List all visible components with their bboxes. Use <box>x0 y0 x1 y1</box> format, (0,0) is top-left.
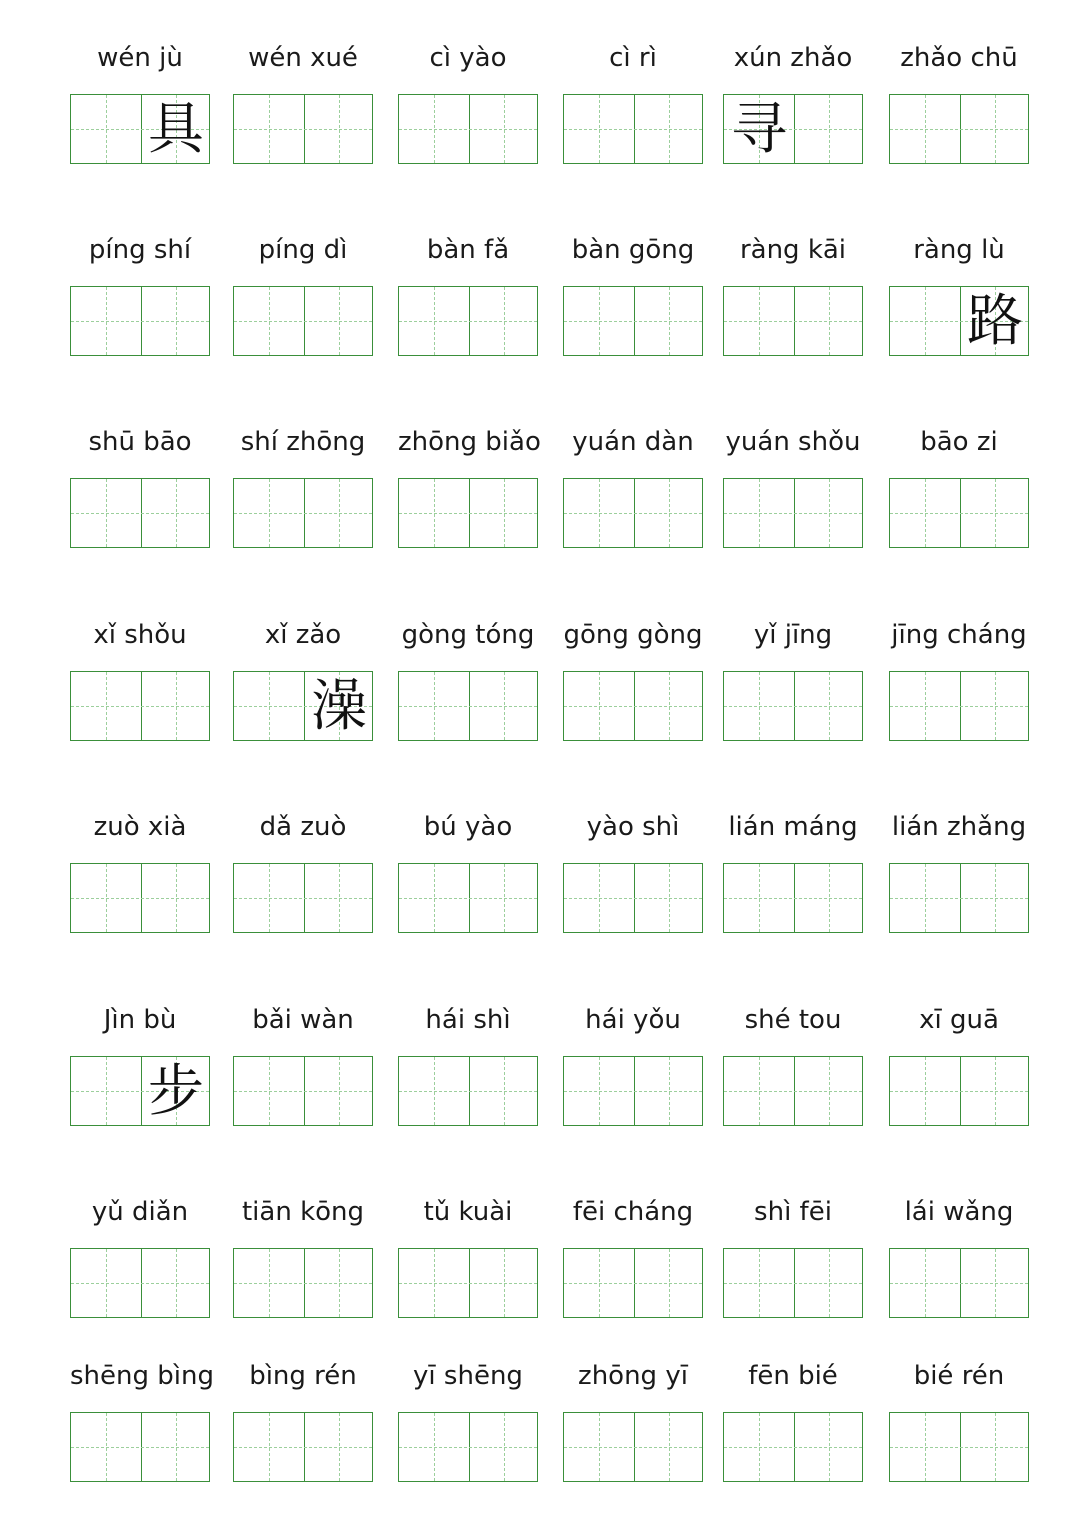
tianzi-grid[interactable] <box>70 863 210 933</box>
word-cell <box>889 1194 1029 1318</box>
tianzi-grid[interactable] <box>563 1056 703 1126</box>
hanzi-char <box>71 672 141 742</box>
tianzi-grid[interactable] <box>233 1056 373 1126</box>
hanzi-char <box>141 672 211 742</box>
word-cell <box>563 809 703 933</box>
hanzi-char <box>564 1057 634 1127</box>
hanzi-char <box>724 287 794 357</box>
hanzi-char <box>564 1249 634 1319</box>
word-cell <box>889 1002 1029 1126</box>
hanzi-char <box>234 672 304 742</box>
hanzi-char <box>634 95 704 165</box>
pinyin-label: xǐ zǎo <box>264 620 342 650</box>
hanzi-char <box>469 864 539 934</box>
hanzi-char <box>794 479 864 549</box>
tianzi-grid[interactable] <box>398 671 538 741</box>
word-cell <box>889 809 1029 933</box>
hanzi-char: 澡 <box>311 674 367 739</box>
hanzi-char <box>469 479 539 549</box>
pinyin-label: yǔ diǎn <box>91 1197 189 1227</box>
hanzi-char <box>794 287 864 357</box>
hanzi-char <box>71 1249 141 1319</box>
word-cell <box>563 1194 703 1318</box>
hanzi-char <box>724 1057 794 1127</box>
hanzi-char <box>469 1057 539 1127</box>
word-cell <box>723 617 863 741</box>
hanzi-char <box>634 1057 704 1127</box>
hanzi-char <box>960 95 1030 165</box>
hanzi-char <box>141 1413 211 1483</box>
pinyin-label: yǐ jīng <box>753 620 833 650</box>
hanzi-char <box>794 1413 864 1483</box>
tianzi-grid[interactable] <box>398 478 538 548</box>
hanzi-char <box>399 1413 469 1483</box>
hanzi-char <box>399 287 469 357</box>
tianzi-grid[interactable] <box>889 1056 1029 1126</box>
hanzi-char <box>890 1249 960 1319</box>
hanzi-char <box>469 672 539 742</box>
hanzi-char <box>399 479 469 549</box>
tianzi-grid[interactable] <box>723 94 863 164</box>
tianzi-grid[interactable] <box>563 863 703 933</box>
pinyin-label: bú yào <box>423 812 513 842</box>
word-cell <box>723 1358 863 1482</box>
pinyin-label: gòng tóng <box>401 620 535 650</box>
hanzi-char <box>304 479 374 549</box>
tianzi-grid[interactable] <box>398 94 538 164</box>
word-cell <box>70 424 210 548</box>
hanzi-char <box>71 287 141 357</box>
tianzi-grid[interactable] <box>889 1248 1029 1318</box>
pinyin-label: bié rén <box>913 1361 1005 1391</box>
pinyin-label: fēi cháng <box>572 1197 694 1227</box>
pinyin-label: ràng lù <box>913 235 1005 265</box>
word-cell <box>233 232 373 356</box>
word-cell <box>398 1194 538 1318</box>
tianzi-grid[interactable] <box>889 94 1029 164</box>
hanzi-char <box>234 864 304 934</box>
hanzi-char <box>634 864 704 934</box>
tianzi-grid[interactable] <box>889 671 1029 741</box>
hanzi-char <box>564 287 634 357</box>
hanzi-char <box>71 479 141 549</box>
hanzi-char <box>564 479 634 549</box>
pinyin-label: shé tou <box>744 1005 842 1035</box>
tianzi-grid[interactable] <box>233 863 373 933</box>
word-cell <box>70 1002 210 1126</box>
tianzi-grid[interactable] <box>723 1056 863 1126</box>
pinyin-label: bàn fǎ <box>426 235 510 265</box>
hanzi-char <box>960 1249 1030 1319</box>
word-cell <box>398 1002 538 1126</box>
tianzi-grid[interactable] <box>889 863 1029 933</box>
hanzi-char <box>724 479 794 549</box>
word-cell <box>723 1194 863 1318</box>
tianzi-grid[interactable] <box>723 286 863 356</box>
tianzi-grid[interactable] <box>70 94 210 164</box>
tianzi-grid[interactable] <box>889 478 1029 548</box>
word-cell <box>889 40 1029 164</box>
hanzi-char <box>304 95 374 165</box>
hanzi-char: 路 <box>967 289 1023 354</box>
tianzi-grid[interactable] <box>233 1248 373 1318</box>
pinyin-label: píng dì <box>258 235 348 265</box>
hanzi-char <box>469 287 539 357</box>
tianzi-grid[interactable] <box>233 1412 373 1482</box>
tianzi-grid[interactable] <box>70 1248 210 1318</box>
tianzi-grid[interactable] <box>70 1412 210 1482</box>
pinyin-label: shì fēi <box>754 1197 832 1227</box>
pinyin-label: jīng cháng <box>891 620 1027 650</box>
hanzi-char <box>304 287 374 357</box>
tianzi-grid[interactable] <box>233 286 373 356</box>
hanzi-char <box>399 864 469 934</box>
tianzi-grid[interactable] <box>723 863 863 933</box>
hanzi-char <box>399 672 469 742</box>
word-cell <box>723 232 863 356</box>
pinyin-label: bìng rén <box>249 1361 357 1391</box>
pinyin-label: zuò xià <box>93 812 187 842</box>
pinyin-label: hái shì <box>425 1005 511 1035</box>
word-cell <box>398 809 538 933</box>
tianzi-grid[interactable] <box>563 671 703 741</box>
tianzi-grid[interactable] <box>398 1248 538 1318</box>
tianzi-grid[interactable] <box>233 671 373 741</box>
word-cell <box>563 424 703 548</box>
tianzi-grid[interactable] <box>563 1412 703 1482</box>
hanzi-char <box>399 1249 469 1319</box>
hanzi-char <box>794 864 864 934</box>
hanzi-char <box>71 1413 141 1483</box>
word-cell <box>233 40 373 164</box>
tianzi-grid[interactable] <box>70 478 210 548</box>
word-cell <box>233 617 373 741</box>
pinyin-label: fēn bié <box>748 1361 838 1391</box>
pinyin-label: zhōng yī <box>578 1361 688 1391</box>
word-cell <box>70 617 210 741</box>
tianzi-grid[interactable] <box>398 1056 538 1126</box>
pinyin-label: tiān kōng <box>241 1197 365 1227</box>
word-cell <box>563 232 703 356</box>
pinyin-label: tǔ kuài <box>423 1197 513 1227</box>
hanzi-char <box>794 672 864 742</box>
hanzi-char <box>399 1057 469 1127</box>
tianzi-grid[interactable] <box>563 1248 703 1318</box>
hanzi-char <box>71 1057 141 1127</box>
hanzi-char <box>234 1413 304 1483</box>
tianzi-grid[interactable] <box>70 1056 210 1126</box>
hanzi-char <box>634 479 704 549</box>
word-cell <box>70 232 210 356</box>
word-cell <box>398 232 538 356</box>
tianzi-grid[interactable] <box>398 863 538 933</box>
pinyin-label: bāo zi <box>920 427 998 457</box>
word-cell <box>889 232 1029 356</box>
pinyin-label: xī guā <box>919 1005 999 1035</box>
hanzi-char <box>890 1413 960 1483</box>
pinyin-label: gōng gòng <box>563 620 703 650</box>
word-cell <box>398 617 538 741</box>
hanzi-char <box>960 479 1030 549</box>
word-cell <box>563 1358 703 1482</box>
pinyin-label: hái yǒu <box>585 1005 681 1035</box>
hanzi-char <box>890 672 960 742</box>
pinyin-label: cì rì <box>609 43 657 73</box>
hanzi-char <box>399 95 469 165</box>
word-cell <box>70 809 210 933</box>
tianzi-grid[interactable] <box>398 286 538 356</box>
hanzi-char <box>234 1249 304 1319</box>
word-cell <box>233 1358 373 1482</box>
pinyin-label: xǐ shǒu <box>93 620 187 650</box>
tianzi-grid[interactable] <box>723 1412 863 1482</box>
hanzi-char <box>960 672 1030 742</box>
hanzi-char <box>634 1249 704 1319</box>
pinyin-label: bàn gōng <box>571 235 695 265</box>
pinyin-label: yuán shǒu <box>725 427 861 457</box>
tianzi-grid[interactable] <box>889 286 1029 356</box>
word-cell <box>723 424 863 548</box>
hanzi-char <box>141 864 211 934</box>
hanzi-char <box>304 864 374 934</box>
hanzi-char <box>724 672 794 742</box>
hanzi-char <box>890 1057 960 1127</box>
hanzi-char <box>71 864 141 934</box>
hanzi-char <box>890 479 960 549</box>
word-cell <box>398 424 541 548</box>
hanzi-char: 具 <box>148 97 204 162</box>
word-cell <box>563 40 703 164</box>
hanzi-char <box>469 95 539 165</box>
tianzi-grid[interactable] <box>70 671 210 741</box>
tianzi-grid[interactable] <box>889 1412 1029 1482</box>
word-cell <box>889 424 1029 548</box>
hanzi-char <box>469 1249 539 1319</box>
pinyin-label: yào shì <box>586 812 680 842</box>
hanzi-char <box>960 864 1030 934</box>
hanzi-char <box>234 95 304 165</box>
hanzi-char <box>960 1413 1030 1483</box>
hanzi-char <box>794 1057 864 1127</box>
tianzi-grid[interactable] <box>563 286 703 356</box>
pinyin-label: xún zhǎo <box>733 43 853 73</box>
word-cell <box>563 617 703 741</box>
tianzi-grid[interactable] <box>723 478 863 548</box>
pinyin-label: ràng kāi <box>739 235 847 265</box>
pinyin-label: wén jù <box>97 43 183 73</box>
hanzi-char <box>564 95 634 165</box>
hanzi-char <box>304 1249 374 1319</box>
hanzi-char <box>141 479 211 549</box>
hanzi-char <box>794 95 864 165</box>
hanzi-char <box>564 1413 634 1483</box>
word-cell <box>723 40 863 164</box>
hanzi-char <box>564 672 634 742</box>
word-cell <box>70 1194 210 1318</box>
hanzi-char <box>794 1249 864 1319</box>
hanzi-char <box>141 1249 211 1319</box>
word-cell <box>398 1358 538 1482</box>
hanzi-char <box>304 1057 374 1127</box>
hanzi-char <box>234 479 304 549</box>
tianzi-grid[interactable] <box>563 478 703 548</box>
pinyin-label: bǎi wàn <box>252 1005 354 1035</box>
hanzi-char <box>890 287 960 357</box>
tianzi-grid[interactable] <box>233 478 373 548</box>
word-cell <box>233 1194 373 1318</box>
tianzi-grid[interactable] <box>723 671 863 741</box>
word-cell <box>233 809 373 933</box>
tianzi-grid[interactable] <box>723 1248 863 1318</box>
pinyin-label: Jìn bù <box>103 1005 177 1035</box>
pinyin-label: wén xué <box>248 43 358 73</box>
hanzi-char <box>469 1413 539 1483</box>
pinyin-label: lái wǎng <box>904 1197 1014 1227</box>
hanzi-char <box>304 1413 374 1483</box>
hanzi-char <box>890 95 960 165</box>
word-cell <box>889 617 1029 741</box>
word-cell <box>398 40 538 164</box>
hanzi-char <box>724 864 794 934</box>
hanzi-char <box>634 287 704 357</box>
pinyin-label: píng shí <box>88 235 192 265</box>
tianzi-grid[interactable] <box>70 286 210 356</box>
pinyin-label: zhǎo chū <box>900 43 1018 73</box>
pinyin-label: dǎ zuò <box>259 812 347 842</box>
tianzi-grid[interactable] <box>233 94 373 164</box>
word-cell <box>70 40 210 164</box>
hanzi-char <box>724 1249 794 1319</box>
pinyin-label: shū bāo <box>88 427 192 457</box>
tianzi-grid[interactable] <box>398 1412 538 1482</box>
hanzi-char <box>634 1413 704 1483</box>
word-cell <box>233 1002 373 1126</box>
word-cell <box>889 1358 1029 1482</box>
word-cell <box>723 809 863 933</box>
hanzi-char <box>141 287 211 357</box>
hanzi-char <box>234 287 304 357</box>
word-cell <box>233 424 373 548</box>
word-cell <box>563 1002 703 1126</box>
pinyin-label: yī shēng <box>413 1361 523 1391</box>
pinyin-label: shí zhōng <box>240 427 366 457</box>
hanzi-char: 寻 <box>731 97 787 162</box>
word-cell <box>70 1358 214 1482</box>
hanzi-char <box>724 1413 794 1483</box>
pinyin-label: lián máng <box>728 812 858 842</box>
hanzi-char <box>890 864 960 934</box>
pinyin-label: shēng bìng <box>70 1361 214 1391</box>
pinyin-label: lián zhǎng <box>891 812 1027 842</box>
hanzi-char <box>960 1057 1030 1127</box>
hanzi-char <box>71 95 141 165</box>
hanzi-char <box>564 864 634 934</box>
hanzi-char <box>634 672 704 742</box>
hanzi-char <box>234 1057 304 1127</box>
pinyin-label: yuán dàn <box>572 427 694 457</box>
word-cell <box>723 1002 863 1126</box>
tianzi-grid[interactable] <box>563 94 703 164</box>
pinyin-label: cì yào <box>429 43 507 73</box>
pinyin-label: zhōng biǎo <box>398 427 541 457</box>
hanzi-char: 步 <box>148 1059 204 1124</box>
